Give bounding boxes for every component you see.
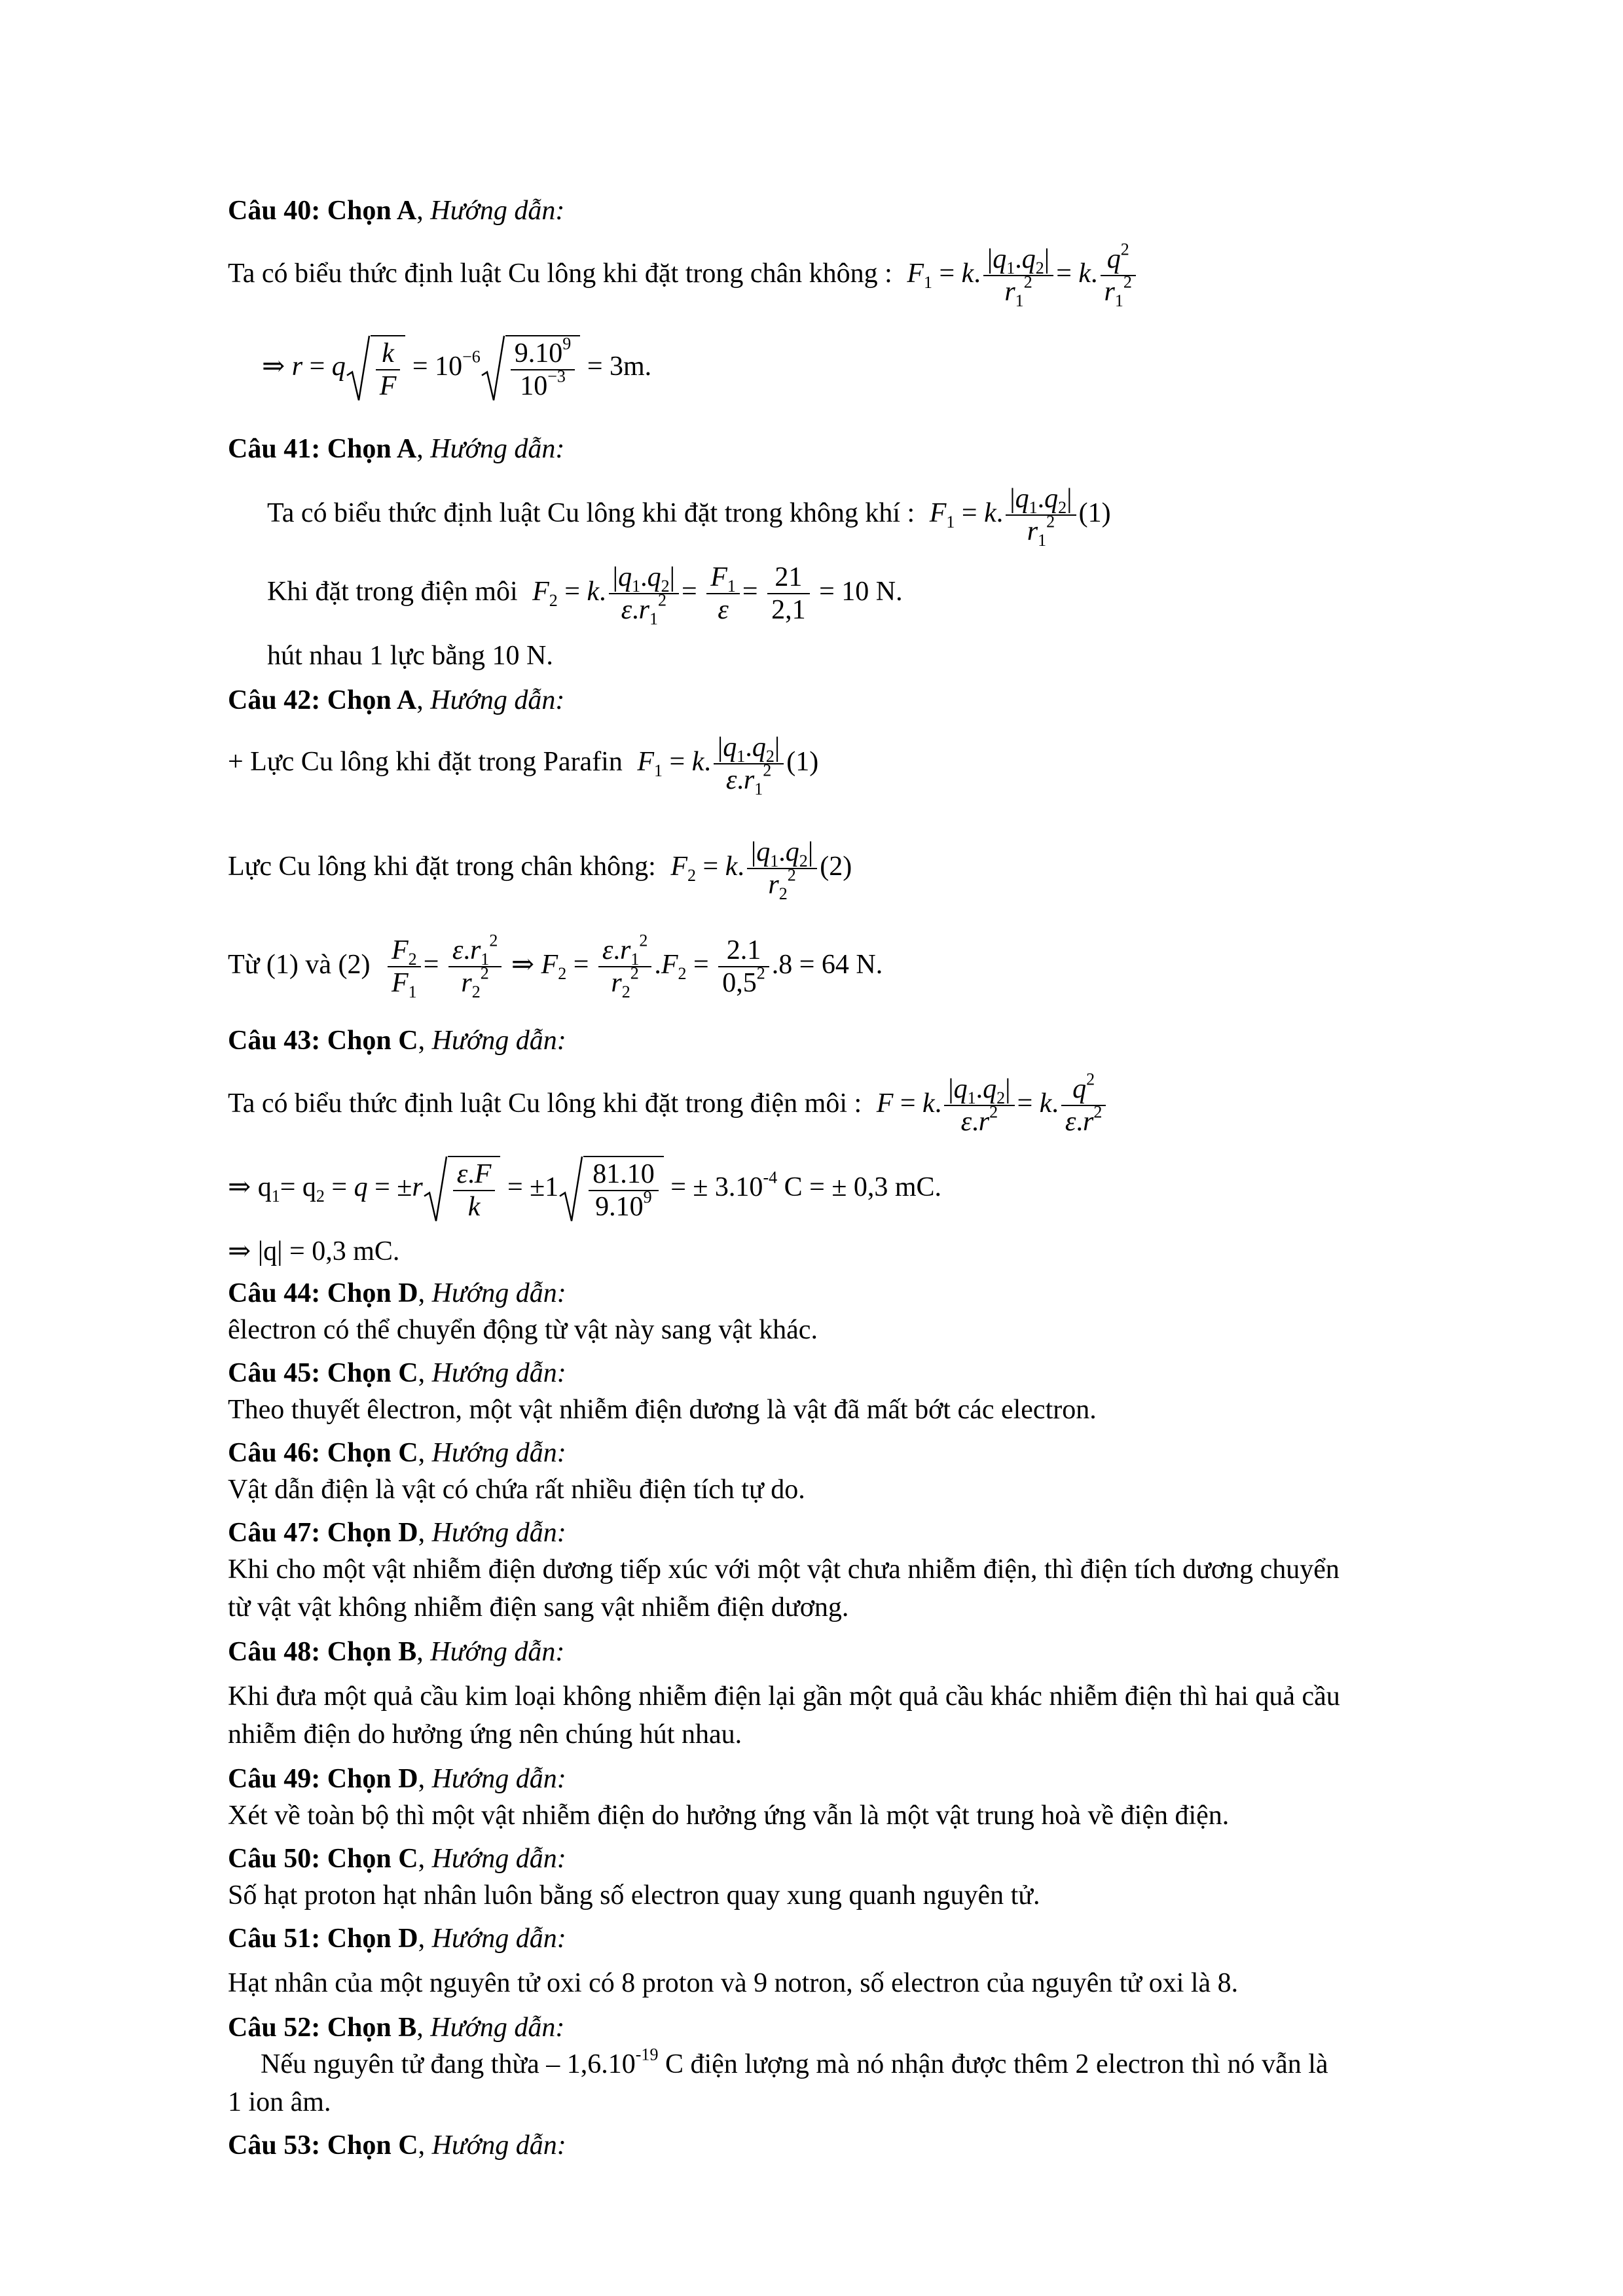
- q42-ratio-line: [228, 931, 883, 1002]
- q50-hint: Hướng dẫn:: [431, 1844, 566, 1874]
- q48-label: Câu 48:: [228, 1637, 321, 1667]
- q50-choice: Chọn C: [327, 1844, 418, 1874]
- q47-choice: Chọn D: [327, 1518, 418, 1548]
- q52-heading: Câu 52: Chọn B, Hướng dẫn:: [228, 2013, 565, 2043]
- q47-hint: Hướng dẫn:: [431, 1518, 566, 1548]
- q41-intro-text: Ta có biểu thức định luật Cu lông khi đặt trong không khí :: [267, 497, 915, 528]
- q41-coulomb-air-line: [267, 483, 1111, 548]
- q42-choice: Chọn A: [327, 685, 417, 715]
- q41-formula-f2: $F_2 = k$. $\frac{|q_1.q_2|}{\varepsilon.r_1^2}$ = $\frac{F_1}{\varepsilon}$ = $\frac{21}{2,1}$ = 10 N.: [532, 562, 903, 629]
- q40-intro-text: Ta có biểu thức định luật Cu lông khi đặt trong chân không :: [228, 258, 892, 289]
- q42-label: Câu 42:: [228, 685, 321, 715]
- q41-conclusion: hút nhau 1 lực bằng 10 N.: [267, 641, 553, 671]
- q42-from-text: Từ (1) và (2): [228, 949, 371, 980]
- q43-formula-f: F = k. $\frac{|q_1.q_2|}{\varepsilon.r^2}$ = k. $\frac{q^2}{\varepsilon.r^2}$: [877, 1073, 1109, 1138]
- q42-formula-f2: $F_2 = k$. $\frac{|q_1.q_2|}{r_2^2}$ (2): [670, 837, 852, 904]
- q42-tag2: (2): [820, 851, 852, 882]
- q50-label: Câu 50:: [228, 1844, 321, 1874]
- q47-answer-line1: Khi cho một vật nhiễm điện dương tiếp xúc với một vật chưa nhiễm điện, thì điện tích dương chuyển: [228, 1554, 1340, 1585]
- q51-answer: Hạt nhân của một nguyên tử oxi có 8 proton và 9 notron, số electron của nguyên tử oxi là 8.: [228, 1968, 1239, 1998]
- q41-formula-f1: $F_1 = k$. $\frac{|q_1.q_2|}{r_1^2}$ (1): [929, 484, 1111, 550]
- q43-choice: Chọn C: [327, 1026, 418, 1056]
- q46-heading: Câu 46: Chọn C, Hướng dẫn:: [228, 1438, 566, 1468]
- q42-result: .8 = 64 N.: [771, 949, 883, 980]
- q42-paraffin-text: + Lực Cu lông khi đặt trong Parafin: [228, 746, 623, 777]
- q52-answer-post: C điện lượng mà nó nhận được thêm 2 electron thì nó vẫn là: [665, 2049, 1328, 2079]
- q41-heading: Câu 41: Chọn A, Hướng dẫn:: [228, 434, 565, 464]
- q43-result: = ± 3.10: [670, 1172, 763, 1202]
- q48-choice: Chọn B: [327, 1637, 417, 1667]
- q51-hint: Hướng dẫn:: [431, 1924, 566, 1954]
- q47-label: Câu 47:: [228, 1518, 321, 1548]
- q41-label: Câu 41:: [228, 434, 321, 464]
- q52-answer-line1: [261, 2045, 1328, 2080]
- q52-choice: Chọn B: [327, 2013, 417, 2043]
- q44-answer: êlectron có thể chuyển động từ vật này sang vật khác.: [228, 1315, 818, 1345]
- q41-dielectric-text: Khi đặt trong điện môi: [267, 576, 518, 607]
- q44-label: Câu 44:: [228, 1278, 321, 1308]
- q42-vacuum-text: Lực Cu lông khi đặt trong chân không:: [228, 851, 656, 882]
- q43-result-tail: C = ± 0,3 mC.: [784, 1172, 942, 1202]
- q45-label: Câu 45:: [228, 1358, 321, 1388]
- q52-answer-line2: 1 ion âm.: [228, 2087, 331, 2117]
- q51-label: Câu 51:: [228, 1924, 321, 1954]
- q53-label: Câu 53:: [228, 2130, 321, 2161]
- q40-formula-f1: $F_1 = k$. $\frac{|q_1.q_2|}{r_1^2}$ = k. $\frac{q^2}{r_1^2}$: [907, 243, 1139, 308]
- q40-hint: Hướng dẫn:: [430, 196, 565, 226]
- q43-heading: Câu 43: Chọn C, Hướng dẫn:: [228, 1026, 566, 1056]
- q52-answer-pre: Nếu nguyên tử đang thừa – 1,6.10: [261, 2049, 636, 2079]
- q44-heading: Câu 44: Chọn D, Hướng dẫn:: [228, 1278, 566, 1308]
- q43-result-exponent: -4: [763, 1168, 778, 1187]
- q40-radius-line: [262, 335, 651, 403]
- q48-answer-line1: Khi đưa một quả cầu kim loại không nhiễm điện lại gần một quả cầu khác nhiễm điện thì hai quả cầu: [228, 1681, 1340, 1712]
- q49-answer: Xét về toàn bộ thì một vật nhiễm điện do hưởng ứng vẫn là một vật trung hoà về điện điện.: [228, 1801, 1230, 1831]
- q45-hint: Hướng dẫn:: [431, 1358, 566, 1388]
- q53-heading: Câu 53: Chọn C, Hướng dẫn:: [228, 2130, 566, 2161]
- q40-formula-r: ⇒ r = q $\frac{k}{F}$ = $10^{-6}$ $\frac{9.10^9}{10^{-3}}$ = 3m.: [262, 334, 652, 402]
- q46-answer: Vật dẫn điện là vật có chứa rất nhiều điện tích tự do.: [228, 1475, 805, 1505]
- q42-formula-f1: $F_1 = k$. $\frac{|q_1.q_2|}{\varepsilon.r_1^2}$ (1): [637, 732, 819, 799]
- q43-charge-line: [228, 1156, 941, 1223]
- q43-abs-value: |q| = 0,3 mC.: [257, 1236, 400, 1266]
- q43-formula-q: ⇒ $q_1= q_2 = q = \pm r$ $\frac{\varepsilon.F}{k}$ = ±1 $\frac{81.10}{9.10^9}$ = ± $3.10^{-4}$ C = ± 0,3 mC.: [228, 1156, 941, 1223]
- q41-choice: Chọn A: [327, 434, 417, 464]
- q40-heading: Câu 40: Chọn A, Hướng dẫn:: [228, 196, 565, 226]
- q40-choice: Chọn A: [327, 196, 417, 226]
- q43-coulomb-dielectric-line: [228, 1069, 1108, 1138]
- q53-hint: Hướng dẫn:: [431, 2130, 566, 2161]
- q42-paraffin-line: [228, 732, 818, 797]
- q40-coulomb-vacuum-line: [228, 240, 1139, 311]
- q44-hint: Hướng dẫn:: [431, 1278, 566, 1308]
- q43-hint: Hướng dẫn:: [431, 1026, 566, 1056]
- q42-hint: Hướng dẫn:: [430, 685, 565, 715]
- q42-vacuum-line: [228, 836, 852, 904]
- q43-label: Câu 43:: [228, 1026, 321, 1056]
- q49-label: Câu 49:: [228, 1764, 321, 1794]
- q47-heading: Câu 47: Chọn D, Hướng dẫn:: [228, 1518, 566, 1548]
- q41-tag: (1): [1078, 497, 1111, 528]
- q52-label: Câu 52:: [228, 2013, 321, 2043]
- q49-choice: Chọn D: [327, 1764, 418, 1794]
- q51-heading: Câu 51: Chọn D, Hướng dẫn:: [228, 1924, 566, 1954]
- q52-hint: Hướng dẫn:: [430, 2013, 565, 2043]
- q42-formula-ratio: $\frac{F_2}{F_1}$ = $\frac{\varepsilon.r_1^2}{r_2^2}$ ⇒ $F_2$ = $\frac{\varepsilon.r_1^2}{r_2^2}$ $.F_2$ = $\frac{2.1}{0,5^2}$ .8 = 64 N.: [385, 935, 883, 999]
- q50-heading: Câu 50: Chọn C, Hướng dẫn:: [228, 1844, 566, 1874]
- q43-intro-text: Ta có biểu thức định luật Cu lông khi đặt trong điện môi :: [228, 1088, 862, 1119]
- q53-choice: Chọn C: [327, 2130, 418, 2161]
- q40-result: = 3m.: [587, 351, 652, 382]
- q44-choice: Chọn D: [327, 1278, 418, 1308]
- q42-heading: Câu 42: Chọn A, Hướng dẫn:: [228, 685, 565, 715]
- q49-heading: Câu 49: Chọn D, Hướng dẫn:: [228, 1764, 566, 1794]
- q49-hint: Hướng dẫn:: [431, 1764, 566, 1794]
- q45-choice: Chọn C: [327, 1358, 418, 1388]
- q40-label: Câu 40:: [228, 196, 321, 226]
- q47-answer-line2: từ vật vật không nhiễm điện sang vật nhiễm điện dương.: [228, 1592, 849, 1623]
- q48-heading: Câu 48: Chọn B, Hướng dẫn:: [228, 1637, 565, 1667]
- q46-hint: Hướng dẫn:: [431, 1438, 566, 1468]
- q48-hint: Hướng dẫn:: [430, 1637, 565, 1667]
- q46-choice: Chọn C: [327, 1438, 418, 1468]
- q41-result: = 10 N.: [819, 576, 903, 607]
- q42-tag1: (1): [786, 746, 819, 777]
- q45-answer: Theo thuyết êlectron, một vật nhiễm điện dương là vật đã mất bớt các electron.: [228, 1395, 1097, 1425]
- q41-dielectric-line: [267, 562, 903, 629]
- q43-abs-line: ⇒ |q| = 0,3 mC.: [228, 1236, 400, 1266]
- q41-hint: Hướng dẫn:: [430, 434, 565, 464]
- q52-answer-exponent: -19: [635, 2045, 659, 2064]
- q51-choice: Chọn D: [327, 1924, 418, 1954]
- q45-heading: Câu 45: Chọn C, Hướng dẫn:: [228, 1358, 566, 1388]
- q50-answer: Số hạt proton hạt nhân luôn bằng số electron quay xung quanh nguyên tử.: [228, 1880, 1040, 1910]
- q48-answer-line2: nhiễm điện do hưởng ứng nên chúng hút nhau.: [228, 1719, 742, 1749]
- q46-label: Câu 46:: [228, 1438, 321, 1468]
